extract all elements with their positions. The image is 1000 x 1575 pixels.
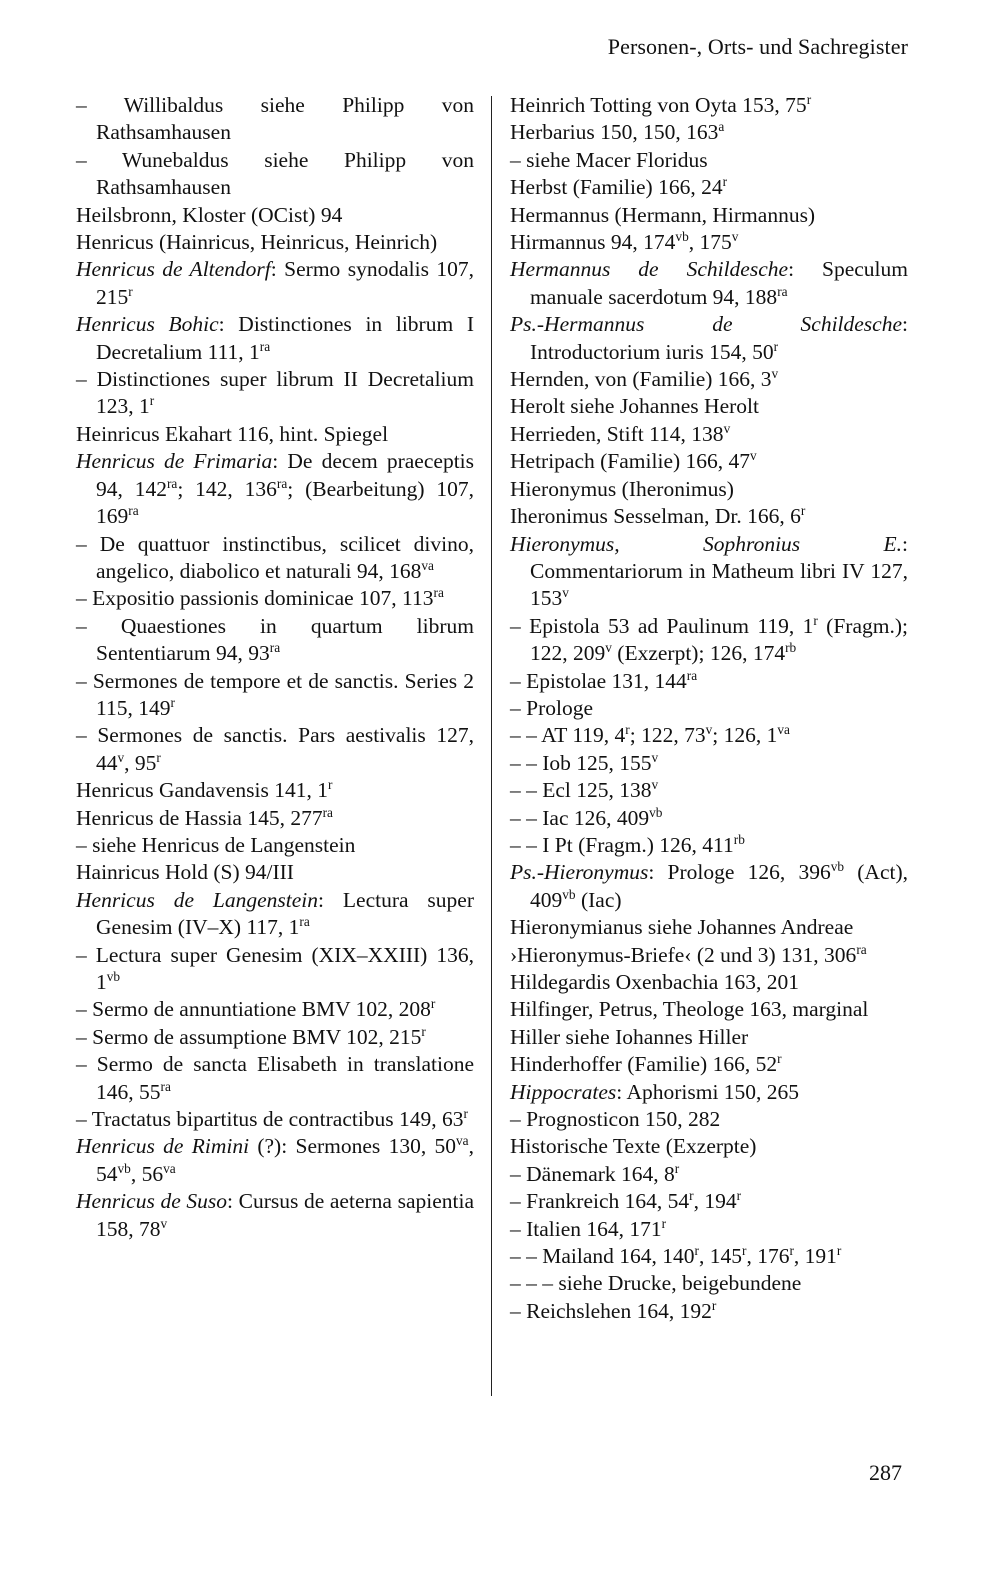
entry-text: – – Ecl 125, 138 bbox=[510, 778, 652, 803]
index-entry bbox=[76, 887, 474, 942]
index-entry bbox=[76, 1051, 474, 1106]
entry-text: – – AT 119, 4 bbox=[510, 723, 626, 748]
entry-text: : Sermo synodalis 107, 215 bbox=[96, 257, 474, 309]
index-entry bbox=[510, 832, 908, 859]
index-entry bbox=[510, 695, 908, 722]
index-entry bbox=[76, 202, 474, 229]
index-column-left bbox=[76, 92, 474, 1243]
index-entry bbox=[510, 448, 908, 475]
index-entry bbox=[76, 147, 474, 202]
entry-text: – siehe Henricus de Langenstein bbox=[76, 832, 356, 857]
folio-superscript: v bbox=[562, 585, 569, 601]
entry-text: – Italien 164, 171 bbox=[510, 1216, 662, 1241]
entry-text: : Aphorismi 150, 265 bbox=[616, 1079, 800, 1104]
index-entry bbox=[510, 1243, 908, 1270]
running-head: Personen-, Orts- und Sachregister bbox=[607, 34, 908, 59]
folio-superscript: r bbox=[170, 694, 175, 710]
entry-text: – Distinctiones super librum II Decretalium 123, 1 bbox=[76, 367, 474, 419]
index-entry bbox=[510, 393, 908, 420]
folio-superscript: v bbox=[117, 749, 125, 765]
entry-text: Hainricus Hold (S) 94/III bbox=[76, 860, 294, 885]
entry-text: (?): Sermones 130, 50 bbox=[249, 1134, 457, 1159]
index-entry bbox=[510, 1106, 908, 1133]
index-entry bbox=[510, 421, 908, 448]
index-entry bbox=[76, 531, 474, 586]
entry-text: – Prognosticon 150, 282 bbox=[510, 1107, 721, 1132]
index-entry bbox=[510, 1188, 908, 1215]
index-entry bbox=[510, 805, 908, 832]
entry-text: – siehe Macer Floridus bbox=[510, 147, 708, 172]
folio-superscript: r bbox=[149, 393, 155, 409]
index-entry bbox=[510, 1079, 908, 1106]
entry-text: – Willibaldus siehe Philipp von Rathsamhausen bbox=[76, 93, 474, 145]
entry-text-italic: Henricus de Langenstein bbox=[76, 887, 319, 912]
entry-text: – Quaestiones in quartum librum Sententiarum 94, 93 bbox=[76, 613, 474, 666]
entry-text: – – Iob 125, 155 bbox=[510, 750, 652, 775]
entry-text: Henricus (Hainricus, Heinricus, Heinrich) bbox=[76, 230, 438, 255]
folio-superscript: ra bbox=[259, 338, 271, 354]
entry-text: ; 126, 1 bbox=[712, 723, 778, 748]
entry-text: – – I Pt (Fragm.) 126, 411 bbox=[510, 832, 734, 857]
folio-superscript: r bbox=[736, 1188, 742, 1204]
entry-text: , 194 bbox=[693, 1189, 737, 1214]
index-entry bbox=[76, 1133, 474, 1188]
entry-text: – Prologe bbox=[510, 695, 594, 720]
index-entry bbox=[510, 722, 908, 749]
folio-superscript: ra bbox=[269, 640, 281, 656]
entry-text: Herolt siehe Johannes Herolt bbox=[510, 394, 759, 419]
folio-superscript: vb bbox=[830, 859, 845, 875]
index-entry bbox=[510, 119, 908, 146]
folio-superscript: r bbox=[674, 1160, 680, 1176]
entry-text: – – Mailand 164, 140 bbox=[510, 1244, 695, 1269]
folio-superscript: ra bbox=[777, 283, 788, 299]
entry-text: : Prologe 126, 396 bbox=[648, 860, 831, 885]
index-entry bbox=[76, 229, 474, 256]
entry-text: Hernden, von (Familie) 166, 3 bbox=[510, 367, 772, 392]
entry-text: – Sermo de annuntiatione BMV 102, 208 bbox=[76, 997, 431, 1022]
index-entry bbox=[510, 1161, 908, 1188]
folio-superscript: a bbox=[718, 119, 725, 135]
index-entry bbox=[510, 1051, 908, 1078]
entry-text-italic: Henricus de Frimaria bbox=[76, 449, 273, 474]
entry-text-italic: Henricus de Altendorf bbox=[76, 257, 271, 282]
index-entry bbox=[510, 1024, 908, 1051]
index-entry bbox=[76, 421, 474, 448]
entry-text-italic: Henricus Bohic bbox=[76, 312, 219, 337]
folio-superscript: vb bbox=[106, 969, 121, 985]
index-entry bbox=[76, 832, 474, 859]
index-entry bbox=[510, 613, 908, 668]
folio-superscript: r bbox=[689, 1188, 694, 1204]
entry-text: – Expositio passionis dominicae 107, 113 bbox=[76, 586, 434, 611]
folio-superscript: r bbox=[430, 996, 436, 1012]
index-entry bbox=[76, 613, 474, 668]
index-entry bbox=[510, 1298, 908, 1325]
entry-text-italic: Henricus de Suso bbox=[76, 1189, 227, 1214]
folio-superscript: vb bbox=[117, 1160, 131, 1176]
folio-superscript: ra bbox=[276, 475, 288, 491]
index-entry bbox=[510, 256, 908, 311]
folio-superscript: r bbox=[722, 174, 728, 190]
folio-superscript: vb bbox=[675, 229, 689, 245]
entry-text: Hieronymus (Iheronimus) bbox=[510, 476, 734, 501]
entry-text: ; (Bearbeitung) 107, 169 bbox=[96, 476, 474, 529]
entry-text-italic: Ps.- bbox=[510, 312, 545, 337]
entry-text: – Sermones de sanctis. Pars aestivalis 127, 44 bbox=[76, 723, 474, 775]
entry-text: Heinrich Totting von Oyta 153, 75 bbox=[510, 93, 807, 117]
index-entry bbox=[510, 1216, 908, 1243]
entry-text: , 191 bbox=[793, 1244, 837, 1269]
entry-text: – Frankreich 164, 54 bbox=[510, 1189, 690, 1214]
index-entry bbox=[510, 229, 908, 256]
index-entry bbox=[510, 996, 908, 1023]
index-entry bbox=[76, 722, 474, 777]
entry-text: – De quattuor instinctibus, scilicet divino, angelico, diabolico et naturali 94, 168 bbox=[76, 531, 474, 583]
entry-text: (Fragm.); 122, 209 bbox=[530, 613, 908, 666]
entry-text: : Introductorium iuris 154, 50 bbox=[530, 312, 908, 364]
folio-superscript: r bbox=[836, 1243, 842, 1259]
folio-superscript: v bbox=[750, 448, 757, 464]
index-entry bbox=[510, 311, 908, 366]
entry-text: ; 142, 136 bbox=[177, 476, 277, 501]
entry-text: Hinderhoffer (Familie) 166, 52 bbox=[510, 1052, 778, 1077]
page-number: 287 bbox=[869, 1460, 902, 1485]
entry-text: – Dänemark 164, 8 bbox=[510, 1161, 675, 1186]
entry-text: – Sermo de assumptione BMV 102, 215 bbox=[76, 1024, 422, 1049]
entry-text: Hermannus (Hermann, Hirmannus) bbox=[510, 202, 816, 227]
folio-superscript: r bbox=[813, 612, 818, 628]
folio-superscript: ra bbox=[166, 475, 178, 491]
entry-text-italic: Ps.-Hieronymus bbox=[510, 860, 649, 885]
entry-text: , 175 bbox=[688, 230, 732, 255]
folio-superscript: ra bbox=[322, 804, 333, 820]
folio-superscript: va bbox=[777, 722, 790, 738]
folio-superscript: r bbox=[806, 92, 812, 108]
entry-text: Heinricus Ekahart 116, hint. Spiegel bbox=[76, 421, 389, 446]
entry-text: – Epistola 53 ad Paulinum 119, 1 bbox=[510, 613, 814, 638]
folio-superscript: r bbox=[789, 1243, 794, 1259]
folio-superscript: r bbox=[661, 1215, 667, 1231]
entry-text: Hieronymianus siehe Johannes Andreae bbox=[510, 915, 854, 940]
index-column-right bbox=[510, 92, 908, 1325]
index-entry bbox=[76, 668, 474, 723]
entry-text: , 145 bbox=[698, 1244, 742, 1269]
folio-superscript: rb bbox=[733, 831, 745, 847]
entry-text: Hilfinger, Petrus, Theologe 163, marginal bbox=[510, 997, 869, 1022]
folio-superscript: v bbox=[705, 722, 713, 738]
folio-superscript: va bbox=[421, 557, 434, 573]
folio-superscript: r bbox=[327, 777, 333, 793]
folio-superscript: ra bbox=[856, 941, 867, 957]
folio-superscript: v bbox=[771, 366, 779, 382]
entry-text: : Commentariorum in Matheum libri IV 127, 153 bbox=[530, 531, 908, 611]
folio-superscript: v bbox=[651, 777, 659, 793]
entry-text: Herbst (Familie) 166, 24 bbox=[510, 175, 723, 200]
index-entry bbox=[510, 1133, 908, 1160]
folio-superscript: r bbox=[156, 749, 161, 765]
entry-text-italic: Hermannus de Schildesche bbox=[510, 257, 789, 282]
folio-superscript: va bbox=[163, 1160, 176, 1176]
folio-superscript: v bbox=[731, 229, 739, 245]
entry-text-italic: Henricus de Rimini bbox=[76, 1134, 250, 1159]
entry-text-italic: Hermannus de Schildesche bbox=[544, 312, 903, 337]
index-entry bbox=[76, 777, 474, 804]
entry-text: Henricus de Hassia 145, 277 bbox=[76, 805, 323, 830]
folio-superscript: ra bbox=[433, 585, 444, 601]
entry-text: ›Hieronymus-Briefe‹ (2 und 3) 131, 306 bbox=[510, 942, 857, 967]
index-entry bbox=[76, 1106, 474, 1133]
folio-superscript: ra bbox=[299, 914, 310, 930]
entry-text: – Sermo de sancta Elisabeth in translatione 146, 55 bbox=[76, 1052, 474, 1104]
folio-superscript: v bbox=[723, 420, 731, 436]
index-entry bbox=[510, 942, 908, 969]
entry-text: Hetripach (Familie) 166, 47 bbox=[510, 449, 751, 474]
folio-superscript: ra bbox=[160, 1078, 171, 1094]
index-entry bbox=[76, 859, 474, 886]
entry-text: (Exzerpt); 126, 174 bbox=[611, 641, 786, 666]
entry-text: – Tractatus bipartitus de contractibus 149, 63 bbox=[76, 1107, 464, 1132]
index-entry bbox=[510, 750, 908, 777]
index-entry bbox=[510, 859, 908, 914]
entry-text: – Lectura super Genesim (XIX–XXIII) 136, 1 bbox=[76, 942, 474, 994]
entry-text: Herrieden, Stift 114, 138 bbox=[510, 421, 724, 446]
entry-text: Heilsbronn, Kloster (OCist) 94 bbox=[76, 202, 343, 227]
entry-text: : De decem praeceptis 94, 142 bbox=[96, 449, 475, 501]
index-entry bbox=[510, 147, 908, 174]
index-entry bbox=[510, 777, 908, 804]
entry-text: : Speculum manuale sacerdotum 94, 188 bbox=[530, 257, 908, 309]
index-entry bbox=[76, 996, 474, 1023]
folio-superscript: v bbox=[605, 640, 612, 656]
folio-superscript: va bbox=[456, 1133, 469, 1149]
folio-superscript: r bbox=[463, 1106, 468, 1122]
index-entry bbox=[510, 1270, 908, 1297]
entry-text: , 176 bbox=[746, 1244, 790, 1269]
folio-superscript: r bbox=[625, 722, 630, 738]
entry-text: – – Iac 126, 409 bbox=[510, 805, 650, 830]
entry-text: Hiller siehe Iohannes Hiller bbox=[510, 1024, 749, 1049]
entry-text: Henricus Gandavensis 141, 1 bbox=[76, 778, 328, 803]
index-entry bbox=[76, 366, 474, 421]
folio-superscript: v bbox=[160, 1215, 168, 1231]
folio-superscript: ra bbox=[128, 503, 139, 519]
column-divider bbox=[491, 96, 492, 1396]
index-entry bbox=[76, 92, 474, 147]
entry-text: ; 122, 73 bbox=[629, 723, 706, 748]
index-entry bbox=[76, 311, 474, 366]
entry-text: , 95 bbox=[124, 750, 157, 775]
index-entry bbox=[510, 969, 908, 996]
index-entry bbox=[510, 202, 908, 229]
folio-superscript: rb bbox=[785, 640, 797, 656]
entry-text: : Lectura super Genesim (IV–X) 117, 1 bbox=[96, 887, 474, 940]
folio-superscript: ra bbox=[686, 667, 698, 683]
folio-superscript: vb bbox=[562, 886, 576, 902]
folio-superscript: v bbox=[651, 749, 659, 765]
entry-text: (Iac) bbox=[575, 887, 622, 912]
index-entry bbox=[76, 585, 474, 612]
entry-text: – Sermones de tempore et de sanctis. Series 2 115, 149 bbox=[76, 668, 474, 720]
entry-text: : Cursus de aeterna sapientia 158, 78 bbox=[96, 1189, 474, 1241]
folio-superscript: r bbox=[800, 503, 806, 519]
index-entry bbox=[510, 174, 908, 201]
index-entry bbox=[510, 366, 908, 393]
folio-superscript: vb bbox=[649, 804, 663, 820]
entry-text: – Wunebaldus siehe Philipp von Rathsamhausen bbox=[76, 147, 474, 200]
index-entry bbox=[76, 1024, 474, 1051]
index-entry bbox=[510, 531, 908, 613]
folio-superscript: r bbox=[777, 1051, 782, 1067]
entry-text: , 56 bbox=[130, 1161, 164, 1186]
index-entry bbox=[76, 448, 474, 530]
index-entry bbox=[510, 914, 908, 941]
folio-superscript: r bbox=[128, 283, 133, 299]
entry-text: : Distinctiones in librum I Decretalium 111, 1 bbox=[96, 312, 475, 364]
entry-text: Hildegardis Oxenbachia 163, 201 bbox=[510, 970, 799, 994]
entry-text: – Epistolae 131, 144 bbox=[510, 668, 687, 693]
index-entry bbox=[510, 476, 908, 503]
entry-text: Hirmannus 94, 174 bbox=[510, 230, 676, 255]
folio-superscript: r bbox=[773, 338, 779, 354]
folio-superscript: r bbox=[711, 1297, 717, 1313]
entry-text: Herbarius 150, 150, 163 bbox=[510, 120, 719, 145]
index-entry bbox=[76, 805, 474, 832]
entry-text: – – – siehe Drucke, beigebundene bbox=[510, 1271, 802, 1296]
entry-text: Iheronimus Sesselman, Dr. 166, 6 bbox=[510, 504, 801, 529]
folio-superscript: r bbox=[421, 1023, 426, 1039]
entry-text: (Act), 409 bbox=[530, 860, 908, 912]
index-entry bbox=[510, 92, 908, 119]
folio-superscript: r bbox=[741, 1243, 747, 1259]
entry-text-italic: Hippocrates bbox=[510, 1079, 617, 1104]
entry-text: , 54 bbox=[96, 1134, 474, 1186]
index-entry bbox=[76, 256, 474, 311]
index-entry bbox=[510, 668, 908, 695]
entry-text: Historische Texte (Exzerpte) bbox=[510, 1134, 757, 1159]
index-entry bbox=[76, 1188, 474, 1243]
entry-text: – Reichslehen 164, 192 bbox=[510, 1298, 712, 1323]
folio-superscript: r bbox=[694, 1243, 699, 1259]
index-entry bbox=[510, 503, 908, 530]
entry-text-italic: Hieronymus, Sophronius E. bbox=[510, 531, 903, 556]
index-entry bbox=[76, 942, 474, 997]
